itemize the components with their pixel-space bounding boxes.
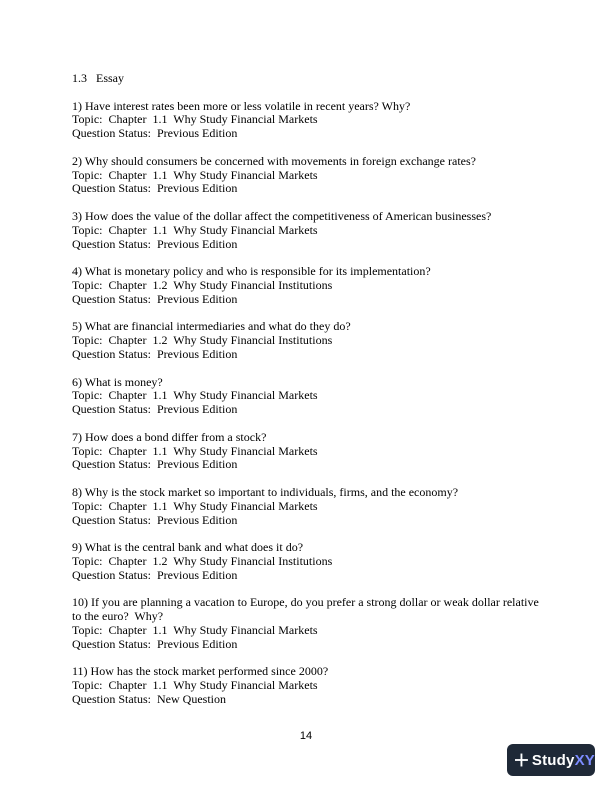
- question-topic: Topic: Chapter 1.2 Why Study Financial Institutions: [72, 277, 333, 292]
- question-topic: Topic: Chapter 1.2 Why Study Financial Institutions: [72, 553, 333, 568]
- question-item: [72, 541, 542, 582]
- question-status: Question Status: Previous Edition: [72, 181, 238, 196]
- question-item: [72, 431, 542, 472]
- studyxy-badge[interactable]: [507, 744, 595, 776]
- question-text: 5) What are financial intermediaries and what do they do?: [72, 319, 351, 334]
- question-topic: Topic: Chapter 1.1 Why Study Financial Markets: [72, 443, 318, 458]
- question-status: Question Status: Previous Edition: [72, 346, 238, 361]
- question-item: [72, 155, 542, 196]
- question-status: Question Status: Previous Edition: [72, 236, 238, 251]
- question-text-continued: to the euro? Why?: [72, 609, 164, 624]
- question-text: 2) Why should consumers be concerned with movements in foreign exchange rates?: [72, 153, 476, 168]
- question-status: Question Status: Previous Edition: [72, 567, 238, 582]
- question-text: 11) How has the stock market performed since 2000?: [72, 664, 329, 679]
- question-text: 9) What is the central bank and what does it do?: [72, 540, 304, 555]
- question-text: 8) Why is the stock market so important to individuals, firms, and the economy?: [72, 484, 459, 499]
- question-text: 3) How does the value of the dollar affect the competitiveness of American businesses?: [72, 208, 492, 223]
- question-topic: Topic: Chapter 1.2 Why Study Financial Institutions: [72, 333, 333, 348]
- question-status: Question Status: Previous Edition: [72, 457, 238, 472]
- question-text: 4) What is monetary policy and who is responsible for its implementation?: [72, 264, 431, 279]
- question-item: [72, 486, 542, 527]
- question-item: [72, 376, 542, 417]
- question-topic: Topic: Chapter 1.1 Why Study Financial Markets: [72, 498, 318, 513]
- question-status: Question Status: Previous Edition: [72, 512, 238, 527]
- question-status: Question Status: Previous Edition: [72, 636, 238, 651]
- question-item: [72, 320, 542, 361]
- question-status: Question Status: Previous Edition: [72, 402, 238, 417]
- question-item: [72, 665, 542, 706]
- question-topic: Topic: Chapter 1.1 Why Study Financial Markets: [72, 388, 318, 403]
- question-text: 7) How does a bond differ from a stock?: [72, 429, 267, 444]
- page-number: 14: [299, 730, 313, 742]
- question-topic: Topic: Chapter 1.1 Why Study Financial Markets: [72, 167, 318, 182]
- question-topic: Topic: Chapter 1.1 Why Study Financial Markets: [72, 622, 318, 637]
- question-topic: Topic: Chapter 1.1 Why Study Financial Markets: [72, 112, 318, 127]
- page-content: [72, 72, 542, 720]
- question-status: Question Status: Previous Edition: [72, 291, 238, 306]
- question-item: [72, 210, 542, 251]
- question-item: [72, 100, 542, 141]
- question-item: [72, 265, 542, 306]
- question-status: Question Status: Previous Edition: [72, 126, 238, 141]
- plus-icon: [515, 753, 528, 767]
- question-status: Question Status: New Question: [72, 691, 226, 706]
- question-topic: Topic: Chapter 1.1 Why Study Financial Markets: [72, 222, 318, 237]
- question-topic: Topic: Chapter 1.1 Why Study Financial Markets: [72, 678, 318, 693]
- question-item: [72, 596, 542, 651]
- question-text: 10) If you are planning a vacation to Europe, do you prefer a strong dollar or weak dollar relative: [72, 595, 539, 610]
- brand-accent: XY: [574, 751, 595, 769]
- question-text: 6) What is money?: [72, 374, 163, 389]
- question-text: 1) Have interest rates been more or less volatile in recent years? Why?: [72, 98, 411, 113]
- brand-main: Study: [531, 751, 575, 769]
- section-heading: 1.3 Essay: [72, 71, 124, 85]
- brand-logo-text: [532, 752, 595, 769]
